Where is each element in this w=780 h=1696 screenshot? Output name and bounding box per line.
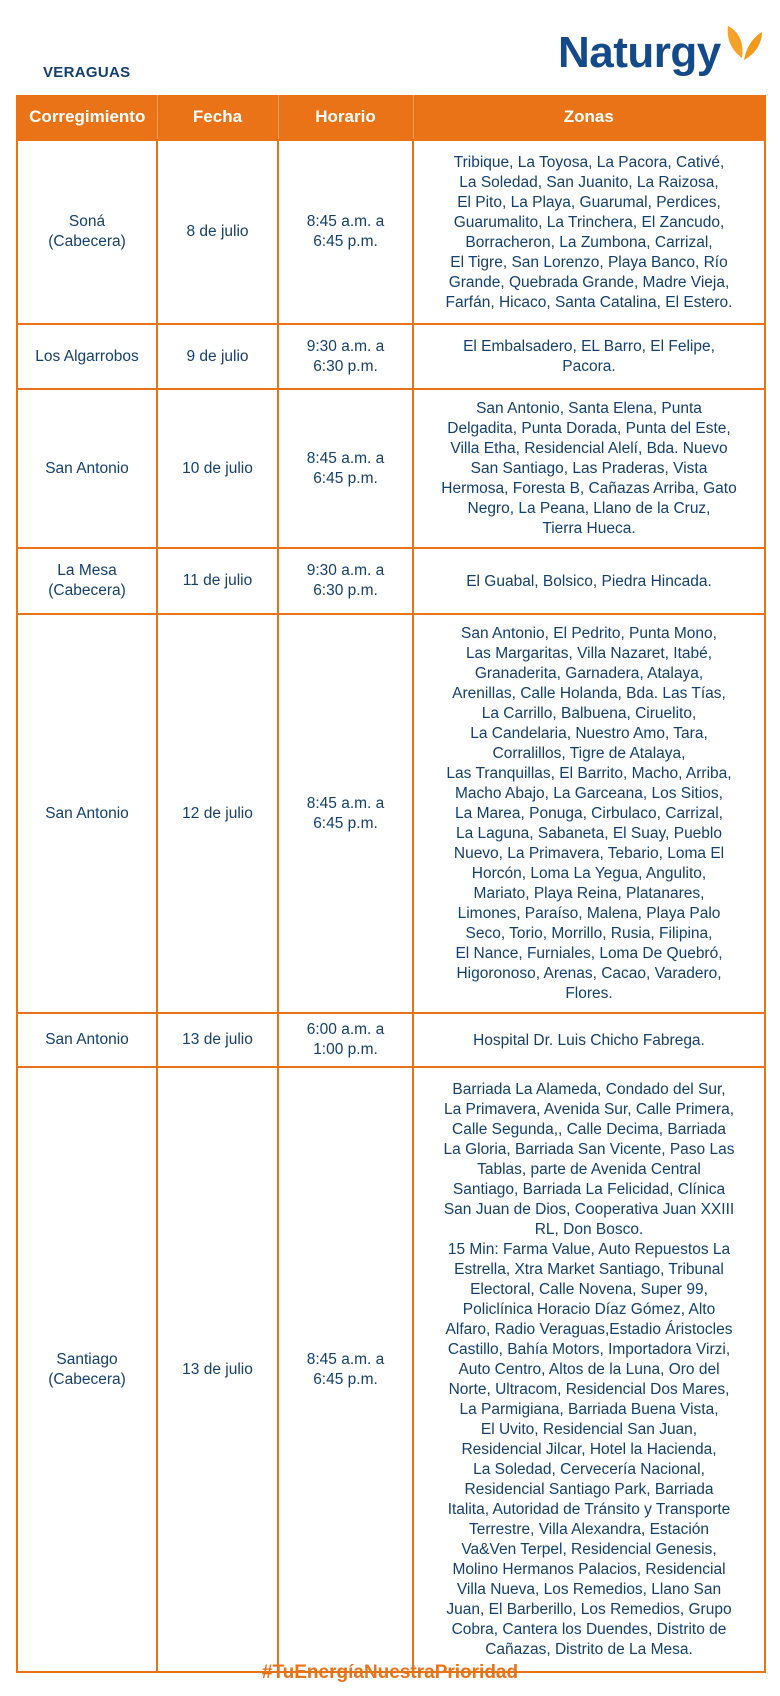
- table-row: [17, 140, 765, 324]
- horario-cell: 9:30 a.m. a 6:30 p.m.: [278, 324, 413, 389]
- table-row: [17, 389, 765, 548]
- corregimiento-cell: La Mesa (Cabecera): [17, 548, 157, 614]
- zonas-cell: Barriada La Alameda, Condado del Sur, La Primavera, Avenida Sur, Calle Primera, Calle Segunda,, Calle Decima, Barriada La Gloria, Barriada San Vicente, Paso Las Tablas, parte de Avenida Central Santiago, Barriada La Felicidad, Clínica San Juan de Dios, Cooperativa Juan XXIII RL, Don Bosco. 15 Min: Farma Value, Auto Repuestos La Estrella, Xtra Market Santiago, Tribunal Electoral, Calle Novena, Super 99, Policlínica Horacio Díaz Gómez, Alto Alfaro, Radio Veraguas,Estadio Áristocles Castillo, Bahía Motors, Importadora Virzi, Auto Centro, Altos de la Luna, Oro del Norte, Ultracom, Residencial Dos Mares, La Parmigiana, Barriada Buena Vista, El Uvito, Residencial San Juan, Residencial Jilcar, Hotel la Hacienda, La Soledad, Cervecería Nacional, Residencial Santiago Park, Barriada Italita, Autoridad de Tránsito y Transporte Terrestre, Villa Alexandra, Estación Va&Ven Terpel, Residencial Genesis, Molino Hermanos Palacios, Residencial Villa Nueva, Los Remedios, Llano San Juan, El Barberillo, Los Remedios, Grupo Cobra, Cantera los Duendes, Distrito de Cañazas, Distrito de La Mesa.: [413, 1067, 765, 1672]
- zonas-cell: Tribique, La Toyosa, La Pacora, Cativé, La Soledad, San Juanito, La Raizosa, El Pito, La Playa, Guarumal, Perdices, Guarumalito, La Trinchera, El Zancudo, Borracheron, La Zumbona, Carrizal, El Tigre, San Lorenzo, Playa Banco, Río Grande, Quebrada Grande, Madre Vieja, Farfán, Hicaco, Santa Catalina, El Estero.: [413, 140, 765, 324]
- horario-cell: 8:45 a.m. a 6:45 p.m.: [278, 389, 413, 548]
- fecha-cell: 12 de julio: [157, 614, 278, 1013]
- horario-cell: 6:00 a.m. a 1:00 p.m.: [278, 1013, 413, 1067]
- table-header-row: [17, 95, 765, 140]
- zonas-cell: El Embalsadero, EL Barro, El Felipe, Pacora.: [413, 324, 765, 389]
- table-row: [17, 1067, 765, 1672]
- fecha-cell: 10 de julio: [157, 389, 278, 548]
- zonas-cell: Hospital Dr. Luis Chicho Fabrega.: [413, 1013, 765, 1067]
- horario-cell: 9:30 a.m. a 6:30 p.m.: [278, 548, 413, 614]
- table-row: [17, 548, 765, 614]
- logo-text: Naturgy: [558, 28, 721, 77]
- schedule-table: [16, 95, 766, 1673]
- column-header-horario: Horario: [278, 95, 413, 140]
- column-header-corregimiento: Corregimiento: [17, 95, 157, 140]
- zonas-cell: San Antonio, El Pedrito, Punta Mono, Las Margaritas, Villa Nazaret, Itabé, Granaderita, Garnadera, Atalaya, Arenillas, Calle Holanda, Bda. Las Tías, La Carrillo, Balbuena, Ciruelito, La Candelaria, Nuestro Amo, Tara, Corralillos, Tigre de Atalaya, Las Tranquillas, El Barrito, Macho, Arriba, Macho Abajo, La Garceana, Los Sitios, La Marea, Ponuga, Cirbulaco, Carrizal, La Laguna, Sabaneta, El Suay, Pueblo Nuevo, La Primavera, Tebario, Loma El Horcón, Loma La Yegua, Angulito, Mariato, Playa Reina, Platanares, Limones, Paraíso, Malena, Playa Palo Seco, Torio, Morrillo, Rusia, Filipina, El Nance, Furniales, Loma De Quebró, Higoronoso, Arenas, Cacao, Varadero, Flores.: [413, 614, 765, 1013]
- corregimiento-cell: San Antonio: [17, 389, 157, 548]
- column-header-zonas: Zonas: [413, 95, 765, 140]
- fecha-cell: 11 de julio: [157, 548, 278, 614]
- horario-cell: 8:45 a.m. a 6:45 p.m.: [278, 1067, 413, 1672]
- table-row: [17, 324, 765, 389]
- fecha-cell: 8 de julio: [157, 140, 278, 324]
- corregimiento-cell: Santiago (Cabecera): [17, 1067, 157, 1672]
- corregimiento-cell: San Antonio: [17, 1013, 157, 1067]
- butterfly-logo-icon: [722, 22, 766, 72]
- fecha-cell: 13 de julio: [157, 1067, 278, 1672]
- zonas-cell: El Guabal, Bolsico, Piedra Hincada.: [413, 548, 765, 614]
- region-title: VERAGUAS: [43, 64, 131, 81]
- corregimiento-cell: Los Algarrobos: [17, 324, 157, 389]
- zonas-cell: San Antonio, Santa Elena, Punta Delgadita, Punta Dorada, Punta del Este, Villa Etha, Residencial Alelí, Bda. Nuevo San Santiago, Las Praderas, Vista Hermosa, Foresta B, Cañazas Arriba, Gato Negro, La Peana, Llano de la Cruz, Tierra Hueca.: [413, 389, 765, 548]
- fecha-cell: 9 de julio: [157, 324, 278, 389]
- campaign-hashtag: #TuEnergíaNuestraPrioridad: [261, 1662, 519, 1683]
- horario-cell: 8:45 a.m. a 6:45 p.m.: [278, 140, 413, 324]
- corregimiento-cell: San Antonio: [17, 614, 157, 1013]
- table-row: [17, 1013, 765, 1067]
- column-header-fecha: Fecha: [157, 95, 278, 140]
- corregimiento-cell: Soná (Cabecera): [17, 140, 157, 324]
- fecha-cell: 13 de julio: [157, 1013, 278, 1067]
- naturgy-logo: [558, 20, 768, 82]
- horario-cell: 8:45 a.m. a 6:45 p.m.: [278, 614, 413, 1013]
- table-row: [17, 614, 765, 1013]
